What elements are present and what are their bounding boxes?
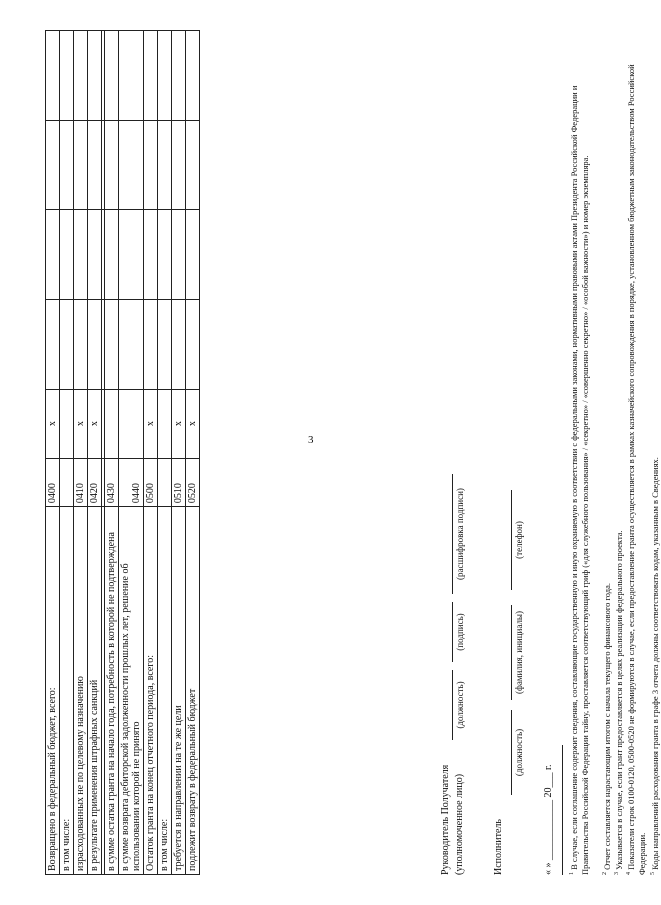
row-value-cell: [119, 210, 144, 300]
footnote: [567, 30, 591, 875]
footnote-mark: 2: [602, 872, 608, 875]
row-col3: x: [144, 389, 158, 458]
row-code: 0510: [172, 458, 186, 506]
row-col3: x: [186, 389, 200, 458]
executor-name-line: [511, 605, 512, 700]
row-label: Возвращено в федеральный бюджет, всего:: [46, 507, 60, 875]
executor-position-caption: (должность): [514, 728, 524, 777]
footnote: [648, 30, 661, 875]
head-signature-caption: (подпись): [455, 613, 465, 651]
row-col3: x: [46, 389, 60, 458]
row-value-cell: [60, 210, 74, 300]
row-value-cell: [60, 31, 74, 121]
row-value-cell: [74, 120, 88, 210]
row-code: 0420: [88, 458, 102, 506]
row-label: требуется в направлении на те же цели: [172, 507, 186, 875]
footnote-separator: [562, 745, 563, 875]
row-code: 0410: [74, 458, 88, 506]
row-label: в результате применения штрафных санкций: [88, 507, 102, 875]
row-value-cell: [172, 31, 186, 121]
executor-phone-line: [511, 490, 512, 590]
table-row: [88, 31, 102, 875]
row-label: в том числе:: [158, 507, 172, 875]
report-table: [45, 30, 200, 875]
row-value-cell: [88, 31, 102, 121]
row-label: подлежит возврату в федеральный бюджет: [186, 507, 200, 875]
table-row: [119, 31, 144, 875]
table-row: [60, 31, 74, 875]
row-value-cell: [158, 210, 172, 300]
row-label: израсходованных не по целевому назначению: [74, 507, 88, 875]
row-value-cell: [88, 300, 102, 390]
row-value-cell: [74, 300, 88, 390]
row-value-cell: [144, 120, 158, 210]
row-col3: x: [172, 389, 186, 458]
row-col3: [119, 389, 144, 458]
row-label: в сумме остатка гранта на начало года, потребность в которой не подтверждена: [105, 507, 119, 875]
row-value-cell: [60, 300, 74, 390]
footnote-text: Указывается в случае, если грант предоставляется в целях реализации федерального проекта.: [613, 530, 624, 870]
row-value-cell: [74, 31, 88, 121]
table-row: [186, 31, 200, 875]
row-value-cell: [144, 31, 158, 121]
executor-position-line: [511, 710, 512, 795]
row-value-cell: [46, 120, 60, 210]
row-value-cell: [119, 31, 144, 121]
row-code: [60, 458, 74, 506]
row-value-cell: [186, 210, 200, 300]
row-label: в сумме возврата дебиторской задолженности прошлых лет, решение об использовании которой не принято: [119, 507, 144, 875]
row-col3: [60, 389, 74, 458]
row-value-cell: [105, 31, 119, 121]
row-value-cell: [172, 210, 186, 300]
row-value-cell: [105, 120, 119, 210]
rotated-page-content: [15, 15, 660, 890]
footnote: [624, 30, 648, 875]
row-value-cell: [46, 300, 60, 390]
row-value-cell: [60, 120, 74, 210]
row-col3: x: [74, 389, 88, 458]
row-col3: x: [88, 389, 102, 458]
table-row: [144, 31, 158, 875]
footnote-mark: 3: [614, 872, 620, 875]
footnote: [612, 30, 625, 875]
footnote-text: Показатели строк 0100-0120, 0500-0520 не формируются в случае, если предоставление гранта осуществляется в рамках казначейского сопровождения в порядке, установленном бюджетным законодательством Российской Федерации.: [625, 64, 647, 875]
row-label: в том числе:: [60, 507, 74, 875]
footnote: [600, 30, 613, 875]
row-value-cell: [186, 31, 200, 121]
table-row: [105, 31, 119, 875]
row-code: 0520: [186, 458, 200, 506]
report-table-body: [46, 31, 200, 875]
row-code: 0500: [144, 458, 158, 506]
table-row: [158, 31, 172, 875]
executor-phone-caption: (телефон): [514, 521, 524, 559]
row-value-cell: [119, 120, 144, 210]
row-label: Остаток гранта на конец отчетного периода, всего:: [144, 507, 158, 875]
row-value-cell: [172, 300, 186, 390]
table-row: [172, 31, 186, 875]
row-code: 0440: [119, 458, 144, 506]
row-value-cell: [186, 300, 200, 390]
row-value-cell: [158, 120, 172, 210]
row-value-cell: [46, 31, 60, 121]
row-code: 0400: [46, 458, 60, 506]
row-value-cell: [105, 210, 119, 300]
executor-name-caption: (фамилия, инициалы): [514, 611, 524, 694]
head-label: Руководитель Получателя: [440, 764, 451, 875]
row-code: 0430: [105, 458, 119, 506]
row-value-cell: [119, 300, 144, 390]
row-value-cell: [88, 210, 102, 300]
row-value-cell: [144, 300, 158, 390]
row-value-cell: [144, 210, 158, 300]
row-value-cell: [172, 120, 186, 210]
footnote-text: Отчет составляется нарастающим итогом с начала текущего финансового года.: [601, 583, 612, 870]
footnote-text: В случае, если соглашение содержит сведения, составляющие государственную и иную охраняемую в соответствии с федеральными законами, нормативными правовыми актами Президента Российской Федерации и Правительства Российской Федерации тайну, проставляется соответствующий гриф («для служебного пользования» / «секретно» / «совершенно секретно» / «особой важности») и номер экземпляра.: [568, 85, 590, 875]
row-value-cell: [158, 300, 172, 390]
date-line: « » ____________ 20___ г.: [543, 764, 554, 875]
row-value-cell: [158, 31, 172, 121]
row-value-cell: [105, 300, 119, 390]
row-col3: [105, 389, 119, 458]
footnote-mark: 5: [650, 872, 656, 875]
row-value-cell: [88, 120, 102, 210]
row-value-cell: [46, 210, 60, 300]
head-decoding-caption: (расшифровка подписи): [455, 488, 465, 580]
row-value-cell: [186, 120, 200, 210]
row-col3: [158, 389, 172, 458]
head-position-line: [452, 670, 453, 740]
head-position-caption: (должность): [455, 681, 465, 729]
executor-label: Исполнитель: [493, 819, 504, 875]
head-signature-line: [452, 602, 453, 662]
row-value-cell: [74, 210, 88, 300]
row-code: [158, 458, 172, 506]
footnote-mark: 1: [569, 872, 575, 875]
head-decoding-line: [452, 474, 453, 594]
page-number: 3: [308, 434, 314, 446]
table-row: [74, 31, 88, 875]
head-label-sub: (уполномоченное лицо): [454, 773, 465, 875]
footnote-mark: 4: [626, 872, 632, 875]
table-row: [46, 31, 60, 875]
footnote-text: Коды направлений расходования гранта в графе 3 отчета должны соответствовать кодам, указанным в Сведениях.: [649, 457, 660, 870]
